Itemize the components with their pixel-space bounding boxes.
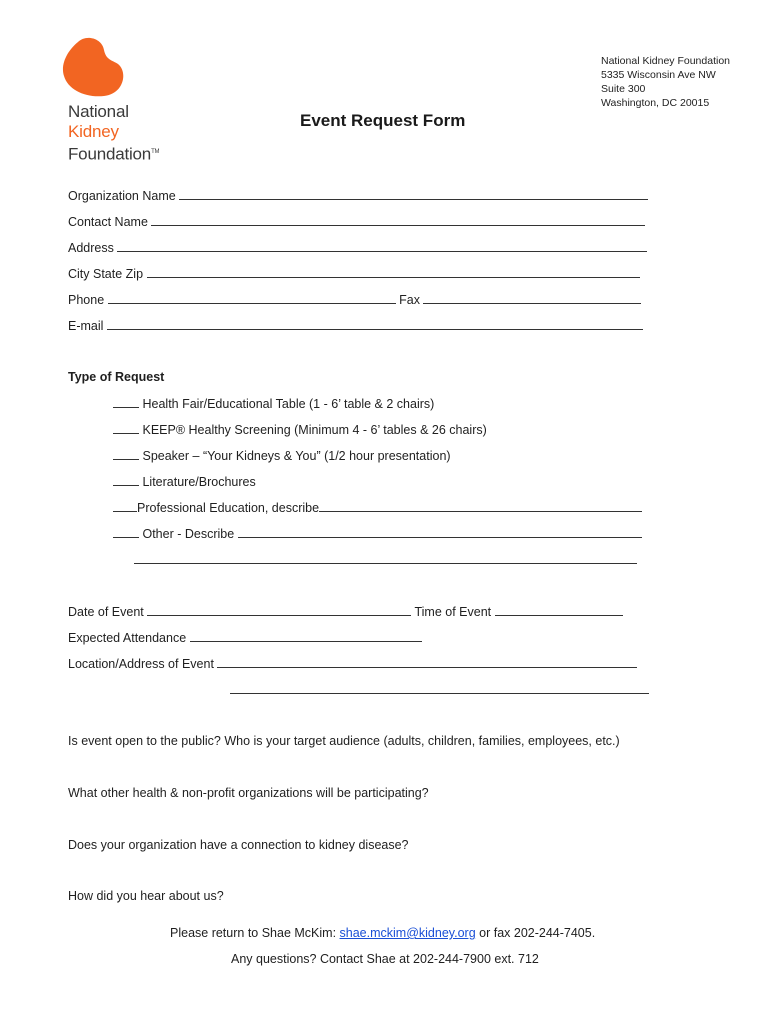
address-block [601,54,730,110]
request-option-label: Speaker – “Your Kidneys & You” (1/2 hour presentation) [142,449,451,463]
question-how-heard: How did you hear about us? [68,889,224,903]
expected-attendance-label: Expected Attendance [68,631,187,645]
other-describe-continuation[interactable] [134,552,637,567]
request-option-label: Other - Describe [142,527,235,541]
question-public-audience: Is event open to the public? Who is your target audience (adults, children, families, employees, etc.) [68,734,620,748]
logo-line-kidney: Kidney [68,122,119,141]
time-of-event-line[interactable] [495,604,623,616]
date-of-event-line[interactable] [147,604,411,616]
question-other-organizations: What other health & non-profit organizations will be participating? [68,786,429,800]
city-state-zip-field[interactable] [68,266,640,281]
request-option-keep-screening[interactable] [113,422,487,437]
date-of-event-label: Date of Event [68,605,144,619]
logo-trademark: TM [151,149,160,155]
request-checkline[interactable] [113,526,139,538]
request-checkline[interactable] [113,422,139,434]
phone-field[interactable] [68,292,641,307]
organization-name-line[interactable] [179,188,648,200]
logo-line-national: National [68,102,129,121]
date-time-field[interactable] [68,604,623,619]
request-checkline[interactable] [113,474,139,486]
request-checkline[interactable] [113,500,137,512]
expected-attendance-line[interactable] [190,630,422,642]
address-line-2: 5335 Wisconsin Ave NW [601,69,716,81]
city-state-zip-line[interactable] [147,266,640,278]
request-option-label: Health Fair/Educational Table (1 - 6’ table & 2 chairs) [142,397,435,411]
organization-name-label: Organization Name [68,189,176,203]
nkf-logo-icon [60,36,126,98]
logo-foundation-word: Foundation [68,144,152,164]
city-state-zip-label: City State Zip [68,267,144,281]
location-field[interactable] [68,656,637,671]
other-describe-line-2[interactable] [134,552,637,564]
time-of-event-label: Time of Event [414,605,492,619]
request-option-literature[interactable] [113,474,256,489]
expected-attendance-field[interactable] [68,630,422,645]
email-label: E-mail [68,319,104,333]
logo-line-foundation [68,142,159,165]
question-kidney-connection: Does your organization have a connection to kidney disease? [68,838,409,852]
contact-name-line[interactable] [151,214,645,226]
request-option-speaker[interactable] [113,448,451,463]
page-title: Event Request Form [300,111,466,130]
request-option-professional-education[interactable] [113,500,642,515]
location-line-2[interactable] [230,682,649,694]
address-line-1: National Kidney Foundation [601,55,731,67]
address-label: Address [68,241,114,255]
address-field[interactable] [68,240,647,255]
phone-line[interactable] [108,292,396,304]
address-line-4: Washington, DC 20015 [601,97,710,109]
professional-education-describe-line[interactable] [319,500,642,512]
request-option-label: Professional Education, describe [137,501,320,515]
contact-questions-line: Any questions? Contact Shae at 202-244-7900 ext. 712 [231,952,539,966]
request-checkline[interactable] [113,448,139,460]
fax-label: Fax [399,293,420,307]
request-option-label: KEEP® Healthy Screening (Minimum 4 - 6’ tables & 26 chairs) [142,423,487,437]
phone-label: Phone [68,293,105,307]
email-field[interactable] [68,318,643,333]
type-of-request-heading: Type of Request [68,370,165,384]
other-describe-line[interactable] [238,526,642,538]
contact-name-field[interactable] [68,214,645,229]
location-line[interactable] [217,656,637,668]
fax-line[interactable] [423,292,641,304]
contact-email-link[interactable]: shae.mckim@kidney.org [339,926,476,940]
location-continuation[interactable] [230,682,649,697]
address-line[interactable] [117,240,647,252]
request-option-other[interactable] [113,526,642,541]
location-label: Location/Address of Event [68,657,214,671]
address-line-3: Suite 300 [601,83,646,95]
request-checkline[interactable] [113,396,139,408]
nkf-logo-text [68,102,159,165]
return-prefix: Please return to Shae McKim: [170,926,340,940]
organization-name-field[interactable] [68,188,648,203]
contact-name-label: Contact Name [68,215,148,229]
request-option-health-fair[interactable] [113,396,434,411]
email-line[interactable] [107,318,643,330]
request-option-label: Literature/Brochures [142,475,256,489]
return-instructions [170,926,595,940]
return-suffix: or fax 202-244-7405. [475,926,596,940]
